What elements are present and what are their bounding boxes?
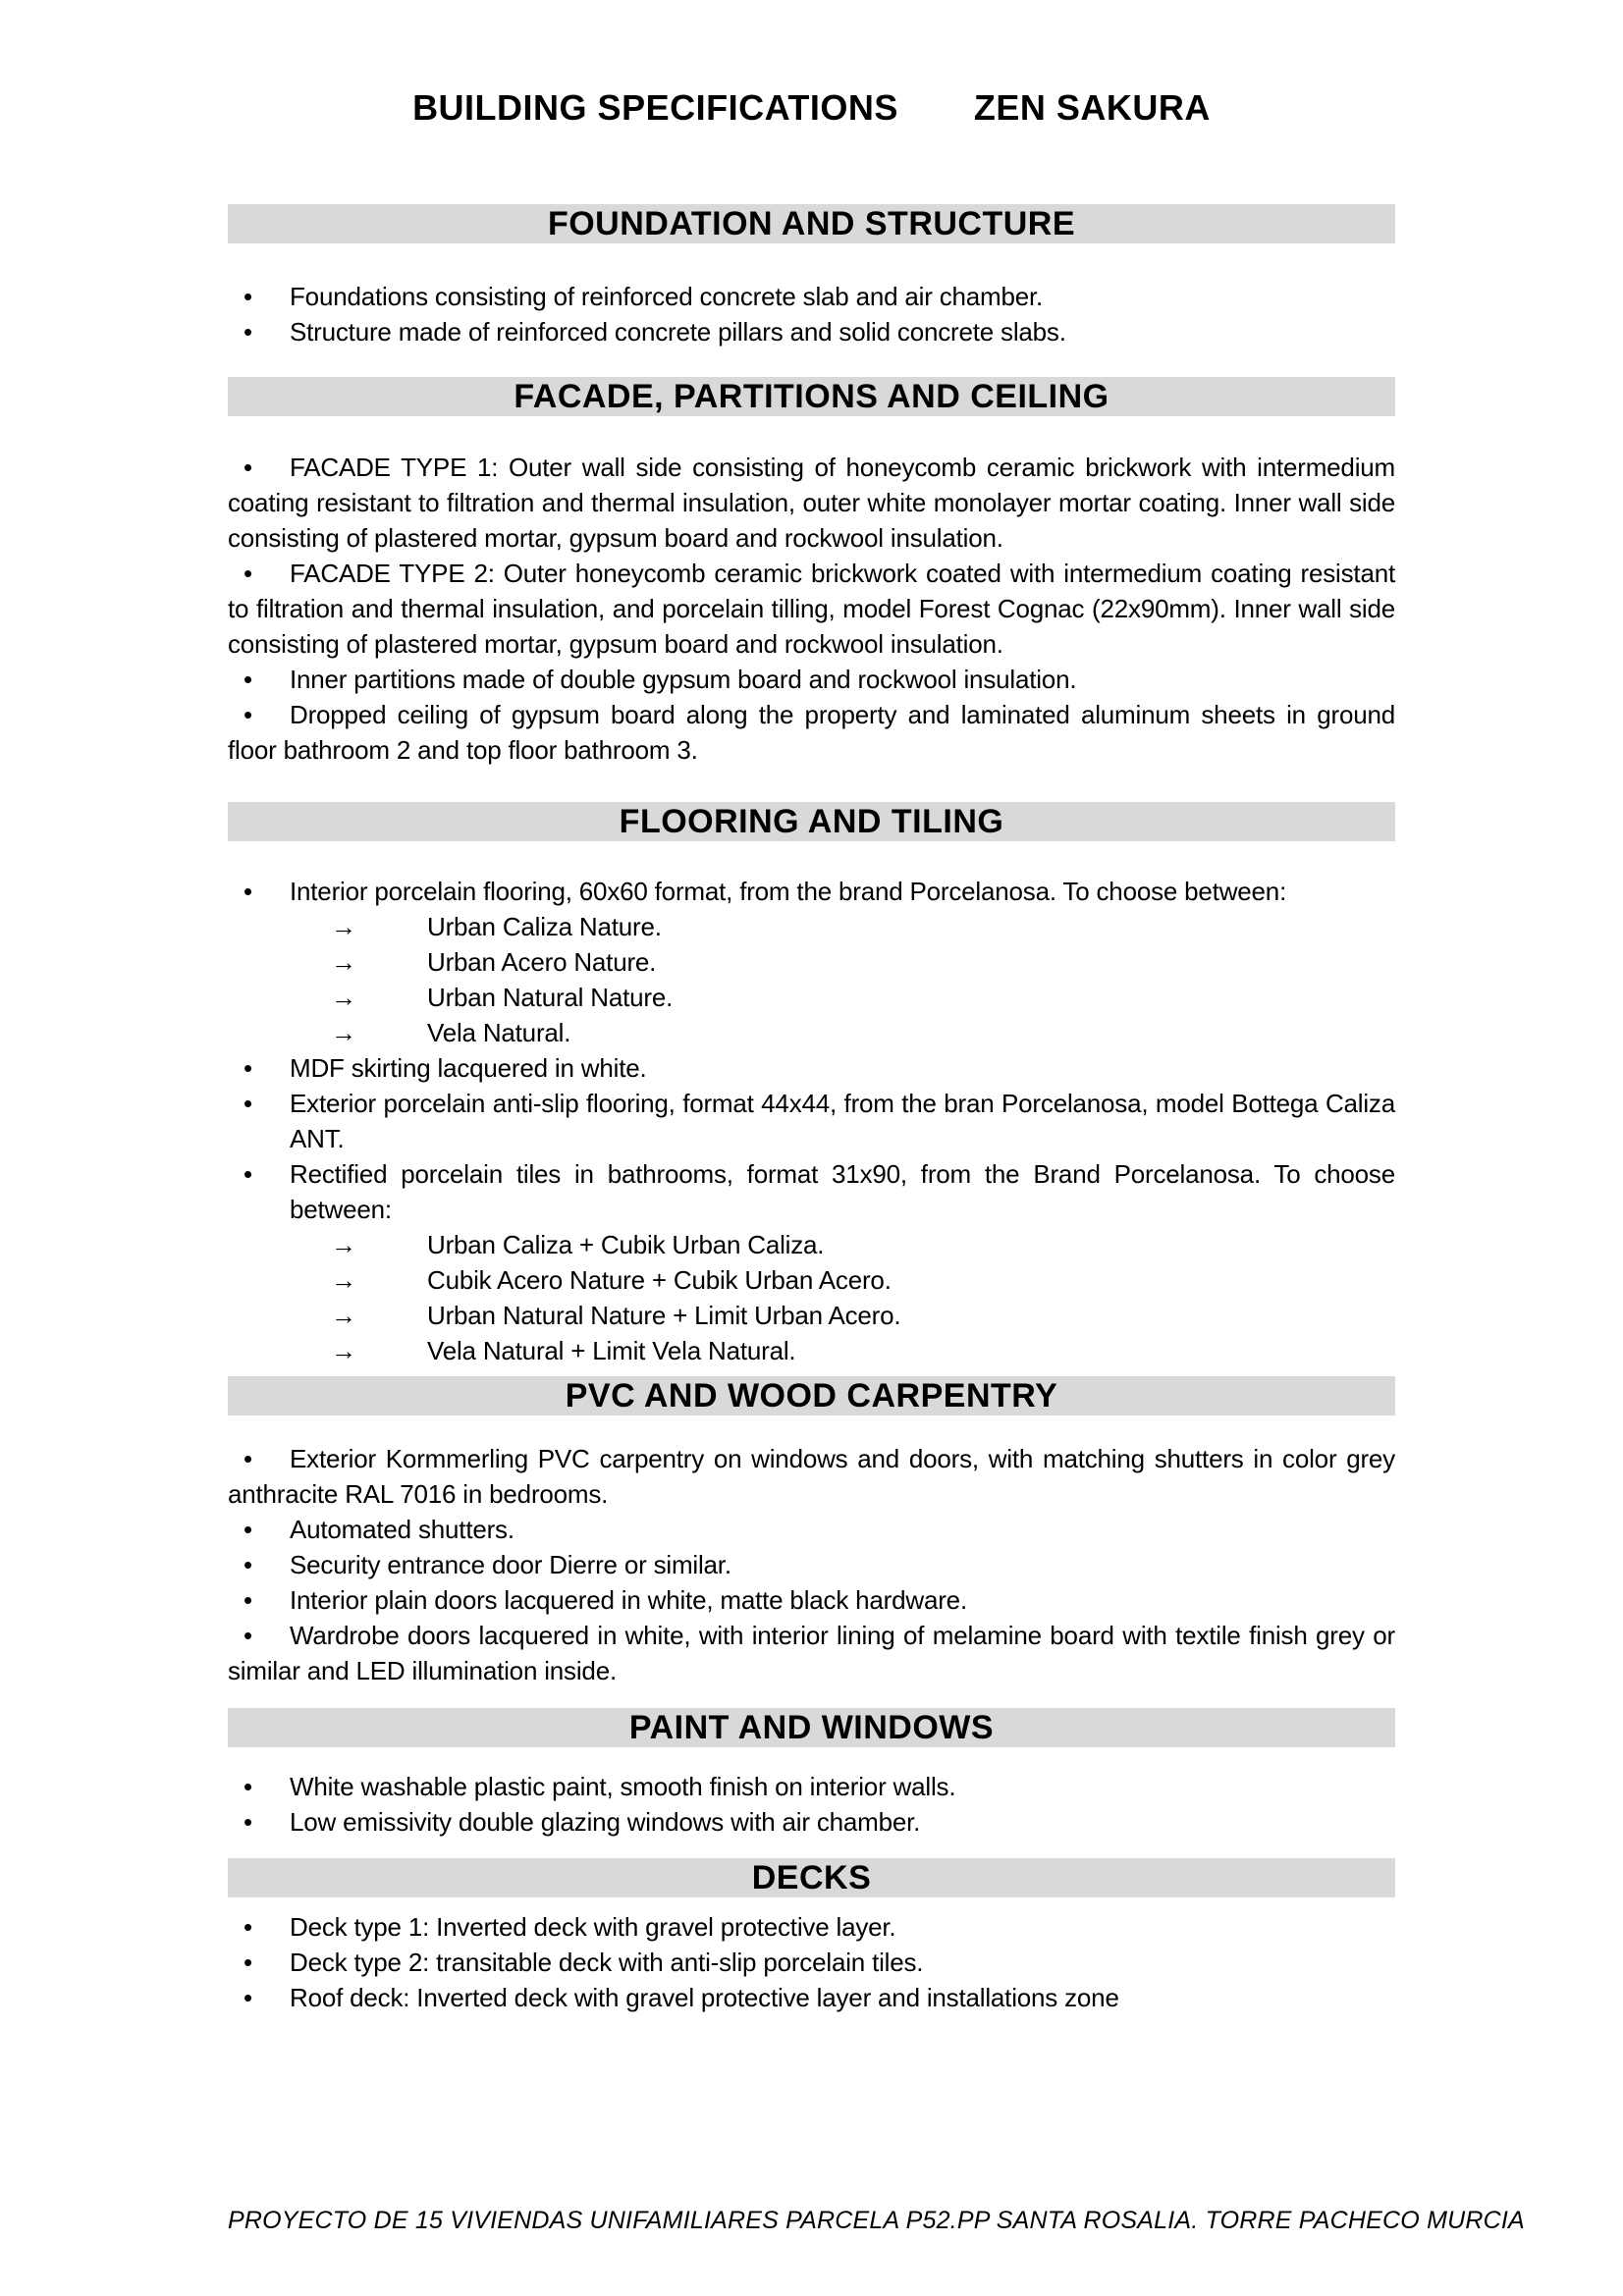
list-item-text: FACADE TYPE 1: Outer wall side consisting of honeycomb ceramic brickwork with intermedium coating resistant to filtration and thermal insulation, outer white monolayer mortar coating. Inner wall side consisting of plastered mortar, gypsum board and rockwool insulation. xyxy=(228,453,1395,553)
list-item-text: Urban Caliza + Cubik Urban Caliza. xyxy=(427,1230,825,1259)
list-item-text: Urban Natural Nature. xyxy=(427,983,674,1012)
list-item-text: Vela Natural + Limit Vela Natural. xyxy=(427,1336,796,1365)
list-item-text: Rectified porcelain tiles in bathrooms, format 31x90, from the Brand Porcelanosa. To choose between: xyxy=(290,1159,1395,1224)
list-item xyxy=(228,1441,1395,1512)
bullet-icon: • xyxy=(243,1550,252,1579)
list-item-text: Security entrance door Dierre or similar. xyxy=(290,1550,731,1579)
arrow-icon: → xyxy=(331,1336,356,1365)
section-body-decks xyxy=(228,1909,1395,2015)
list-item-text: Automated shutters. xyxy=(290,1515,514,1544)
list-item xyxy=(228,697,1395,768)
section-body-carpentry xyxy=(228,1441,1395,1688)
list-item xyxy=(228,1512,1395,1547)
sub-list-item xyxy=(228,980,1395,1015)
list-item-text: Low emissivity double glazing windows with air chamber. xyxy=(290,1807,921,1837)
list-item-text: Exterior porcelain anti-slip flooring, format 44x44, from the bran Porcelanosa, model Bottega Caliza ANT. xyxy=(290,1089,1395,1153)
list-item-text: Roof deck: Inverted deck with gravel protective layer and installations zone xyxy=(290,1983,1119,2012)
bullet-icon: • xyxy=(243,1912,252,1942)
footer-project-note: PROYECTO DE 15 VIVIENDAS UNIFAMILIARES PARCELA P52.PP SANTA ROSALIA. TORRE PACHECO MURCIA xyxy=(228,2207,1525,2234)
arrow-icon: → xyxy=(331,1265,356,1295)
list-item-text: Exterior Kormmerling PVC carpentry on windows and doors, with matching shutters in color grey anthracite RAL 7016 in bedrooms. xyxy=(228,1444,1395,1509)
sub-list-item xyxy=(228,944,1395,980)
section-header-decks: DECKS xyxy=(228,1858,1395,1897)
bullet-icon: • xyxy=(243,1089,252,1118)
list-item-text: Interior plain doors lacquered in white, matte black hardware. xyxy=(290,1585,967,1615)
list-item xyxy=(228,1909,1395,1945)
section-header-paint: PAINT AND WINDOWS xyxy=(228,1708,1395,1747)
list-item xyxy=(228,1769,1395,1804)
list-item xyxy=(228,1945,1395,1980)
list-item xyxy=(228,279,1395,314)
bullet-icon: • xyxy=(243,700,252,729)
list-item xyxy=(228,1804,1395,1840)
bullet-icon: • xyxy=(243,1772,252,1801)
list-item-text: Structure made of reinforced concrete pillars and solid concrete slabs. xyxy=(290,317,1066,347)
arrow-icon: → xyxy=(331,1301,356,1330)
sub-list-item xyxy=(228,1262,1395,1298)
sub-list-item xyxy=(228,1333,1395,1368)
list-item-text: Foundations consisting of reinforced concrete slab and air chamber. xyxy=(290,282,1044,311)
sub-list-item xyxy=(228,1227,1395,1262)
document-title xyxy=(228,0,1395,130)
list-item-text: Urban Caliza Nature. xyxy=(427,912,662,941)
list-item-text: Urban Natural Nature + Limit Urban Acero. xyxy=(427,1301,901,1330)
arrow-icon: → xyxy=(331,1018,356,1047)
list-item-text: Inner partitions made of double gypsum board and rockwool insulation. xyxy=(290,665,1077,694)
list-item-text: MDF skirting lacquered in white. xyxy=(290,1053,647,1083)
bullet-icon: • xyxy=(243,1621,252,1650)
list-item xyxy=(228,1547,1395,1582)
section-body-facade xyxy=(228,450,1395,768)
list-item-text: Deck type 1: Inverted deck with gravel protective layer. xyxy=(290,1912,896,1942)
section-header-flooring: FLOORING AND TILING xyxy=(228,802,1395,841)
section-body-paint xyxy=(228,1769,1395,1840)
bullet-icon: • xyxy=(243,317,252,347)
bullet-icon: • xyxy=(243,1515,252,1544)
bullet-icon: • xyxy=(243,453,252,482)
sub-list-item xyxy=(228,909,1395,944)
bullet-icon: • xyxy=(243,1585,252,1615)
list-item-text: Interior porcelain flooring, 60x60 format, from the brand Porcelanosa. To choose between: xyxy=(290,877,1287,906)
list-item-text: Dropped ceiling of gypsum board along the property and laminated aluminum sheets in ground floor bathroom 2 and top floor bathroom 3. xyxy=(228,700,1395,765)
bullet-icon: • xyxy=(243,282,252,311)
bullet-icon: • xyxy=(243,1444,252,1473)
list-item-text: White washable plastic paint, smooth finish on interior walls. xyxy=(290,1772,956,1801)
list-item xyxy=(228,1582,1395,1618)
list-item xyxy=(228,556,1395,662)
bullet-icon: • xyxy=(243,559,252,588)
bullet-icon: • xyxy=(243,1159,252,1189)
arrow-icon: → xyxy=(331,1230,356,1259)
list-item-text: Deck type 2: transitable deck with anti-slip porcelain tiles. xyxy=(290,1948,924,1977)
bullet-icon: • xyxy=(243,1983,252,2012)
bullet-icon: • xyxy=(243,665,252,694)
list-item-text: FACADE TYPE 2: Outer honeycomb ceramic brickwork coated with intermedium coating resistant to filtration and thermal insulation, and porcelain tilling, model Forest Cognac (22x90mm). Inner wall side consisting of plastered mortar, gypsum board and rockwool insulation. xyxy=(228,559,1395,659)
sub-list-item xyxy=(228,1015,1395,1050)
list-item-text: Vela Natural. xyxy=(427,1018,571,1047)
arrow-icon: → xyxy=(331,912,356,941)
list-item xyxy=(228,1086,1395,1156)
list-item-text: Wardrobe doors lacquered in white, with interior lining of melamine board with textile finish grey or similar and LED illumination inside. xyxy=(228,1621,1395,1685)
list-item xyxy=(228,1980,1395,2015)
section-header-carpentry: PVC AND WOOD CARPENTRY xyxy=(228,1376,1395,1415)
list-item xyxy=(228,1050,1395,1086)
list-item xyxy=(228,874,1395,909)
arrow-icon: → xyxy=(331,947,356,977)
list-item xyxy=(228,314,1395,349)
section-header-facade: FACADE, PARTITIONS AND CEILING xyxy=(228,377,1395,416)
list-item xyxy=(228,662,1395,697)
document-title-left: BUILDING SPECIFICATIONS xyxy=(412,87,898,128)
list-item-text: Urban Acero Nature. xyxy=(427,947,657,977)
bullet-icon: • xyxy=(243,1053,252,1083)
list-item xyxy=(228,1618,1395,1688)
list-item xyxy=(228,450,1395,556)
list-item-text: Cubik Acero Nature + Cubik Urban Acero. xyxy=(427,1265,892,1295)
list-item xyxy=(228,1156,1395,1227)
section-body-flooring xyxy=(228,874,1395,1368)
arrow-icon: → xyxy=(331,983,356,1012)
document-title-right: ZEN SAKURA xyxy=(973,87,1211,128)
bullet-icon: • xyxy=(243,1948,252,1977)
section-body-foundation xyxy=(228,279,1395,349)
bullet-icon: • xyxy=(243,1807,252,1837)
bullet-icon: • xyxy=(243,877,252,906)
section-header-foundation: FOUNDATION AND STRUCTURE xyxy=(228,204,1395,243)
sub-list-item xyxy=(228,1298,1395,1333)
